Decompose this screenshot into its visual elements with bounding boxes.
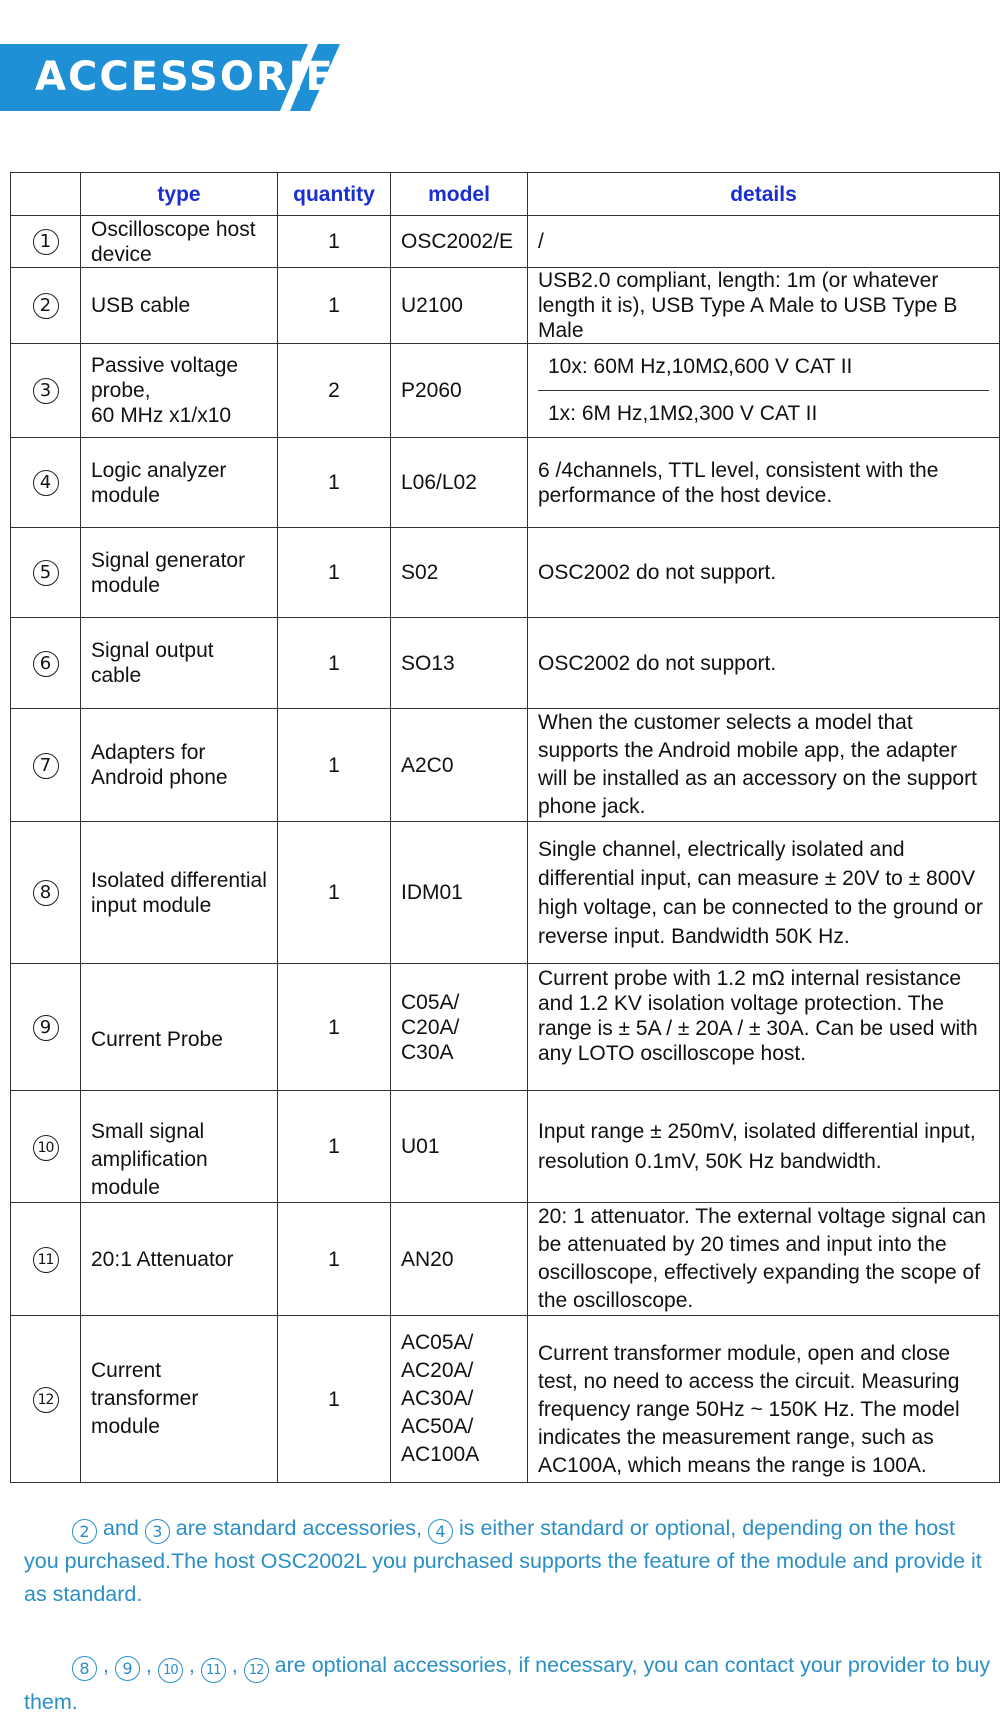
model-line: C05A/ bbox=[401, 990, 460, 1014]
table-row bbox=[11, 1091, 1000, 1203]
circled-number: 1 bbox=[33, 229, 59, 255]
table-row bbox=[11, 216, 1000, 268]
table-row bbox=[11, 618, 1000, 709]
row-number bbox=[11, 344, 81, 438]
details-cell: / bbox=[528, 216, 1000, 268]
quantity-cell: 1 bbox=[278, 216, 391, 268]
circled-number: 10 bbox=[158, 1658, 183, 1683]
quantity-cell: 2 bbox=[278, 344, 391, 438]
header-type: type bbox=[81, 173, 278, 216]
type-line: 60 MHz x1/x10 bbox=[91, 404, 232, 427]
type-line: Passive voltage bbox=[91, 354, 239, 377]
type-cell: USB cable bbox=[81, 268, 278, 344]
circled-number: 2 bbox=[33, 293, 59, 319]
model-cell: U2100 bbox=[391, 268, 528, 344]
quantity-cell: 1 bbox=[278, 438, 391, 528]
row-number bbox=[11, 1091, 81, 1203]
row-number bbox=[11, 1203, 81, 1316]
quantity-cell: 1 bbox=[278, 709, 391, 822]
circled-number: 10 bbox=[33, 1135, 59, 1161]
quantity-cell: 1 bbox=[278, 1091, 391, 1203]
model-line: AC30A/ bbox=[401, 1387, 474, 1410]
model-line: AC05A/ bbox=[401, 1331, 474, 1354]
row-number bbox=[11, 1316, 81, 1483]
model-cell: S02 bbox=[391, 528, 528, 618]
circled-number: 7 bbox=[33, 753, 59, 779]
row-number bbox=[11, 268, 81, 344]
quantity-cell: 1 bbox=[278, 268, 391, 344]
type-line: Small signal bbox=[91, 1119, 205, 1143]
circled-number: 2 bbox=[72, 1519, 97, 1544]
type-line: Current bbox=[91, 1359, 162, 1382]
note-text: are optional accessories, if necessary, you can contact your provider to buy them. bbox=[24, 1653, 991, 1714]
type-cell: Oscilloscope host device bbox=[81, 216, 278, 268]
note-separator: , bbox=[97, 1653, 115, 1677]
circled-number: 6 bbox=[33, 651, 59, 677]
details-1x: 1x: 6M Hz,1MΩ,300 V CAT II bbox=[538, 390, 989, 437]
model-line: C20A/ bbox=[401, 1015, 460, 1039]
header-num bbox=[11, 173, 81, 216]
circled-number: 9 bbox=[33, 1015, 59, 1041]
model-cell: U01 bbox=[391, 1091, 528, 1203]
circled-number: 11 bbox=[201, 1658, 226, 1683]
note-text: is either standard or optional, depending on the host you purchased.The host OSC2002L you purchased supports the feature of the module and provide it as standard. bbox=[24, 1516, 982, 1606]
circled-number: 4 bbox=[33, 470, 59, 496]
details-cell: Current transformer module, open and close test, no need to access the circuit. Measuring frequency range 50Hz ~ 150K Hz. The model indicates the measurement range, such as AC100A, which means the range is 100A. bbox=[528, 1316, 1000, 1483]
model-cell: L06/L02 bbox=[391, 438, 528, 528]
details-cell: OSC2002 do not support. bbox=[528, 528, 1000, 618]
details-cell: Single channel, electrically isolated and differential input, can measure ± 20V to ± 800V high voltage, can be connected to the ground or reverse input. Bandwidth 50K Hz. bbox=[528, 822, 1000, 964]
row-number bbox=[11, 216, 81, 268]
note-separator: , bbox=[182, 1653, 201, 1677]
circled-number: 5 bbox=[33, 560, 59, 586]
type-cell: Signal generator module bbox=[81, 528, 278, 618]
details-cell: 20: 1 attenuator. The external voltage signal can be attenuated by 20 times and input into the oscilloscope, effectively expanding the scope of the oscilloscope. bbox=[528, 1203, 1000, 1316]
header-row bbox=[11, 173, 1000, 216]
circled-number: 3 bbox=[145, 1519, 170, 1544]
table-row bbox=[11, 528, 1000, 618]
details-cell: OSC2002 do not support. bbox=[528, 618, 1000, 709]
details-cell: Current probe with 1.2 mΩ internal resistance and 1.2 KV isolation voltage protection. The range is ± 5A / ± 20A / ± 30A. Can be used with any LOTO oscilloscope host. bbox=[528, 964, 1000, 1091]
type-line: probe, bbox=[91, 379, 151, 402]
quantity-cell: 1 bbox=[278, 964, 391, 1091]
type-cell: Adapters for Android phone bbox=[81, 709, 278, 822]
type-cell bbox=[81, 1091, 278, 1203]
circled-number: 4 bbox=[428, 1519, 453, 1544]
header-quantity: quantity bbox=[278, 173, 391, 216]
model-cell: A2C0 bbox=[391, 709, 528, 822]
type-cell bbox=[81, 344, 278, 438]
table-row bbox=[11, 438, 1000, 528]
type-cell: Isolated differential input module bbox=[81, 822, 278, 964]
row-number bbox=[11, 618, 81, 709]
quantity-cell: 1 bbox=[278, 822, 391, 964]
row-number bbox=[11, 964, 81, 1091]
circled-number: 8 bbox=[33, 880, 59, 906]
details-cell: 6 /4channels, TTL level, consistent with the performance of the host device. bbox=[528, 438, 1000, 528]
note-text: and bbox=[97, 1516, 145, 1540]
row-number bbox=[11, 709, 81, 822]
accessories-table bbox=[10, 172, 1000, 1483]
note-standard-accessories bbox=[24, 1512, 994, 1611]
model-cell bbox=[391, 1316, 528, 1483]
model-cell bbox=[391, 964, 528, 1091]
type-cell: Signal output cable bbox=[81, 618, 278, 709]
quantity-cell: 1 bbox=[278, 618, 391, 709]
note-optional-accessories bbox=[24, 1647, 994, 1721]
details-cell: When the customer selects a model that supports the Android mobile app, the adapter will be installed as an accessory on the support phone jack. bbox=[528, 709, 1000, 822]
model-cell: OSC2002/E bbox=[391, 216, 528, 268]
quantity-cell: 1 bbox=[278, 1316, 391, 1483]
quantity-cell: 1 bbox=[278, 528, 391, 618]
table-row bbox=[11, 344, 1000, 438]
model-line: AC100A bbox=[401, 1443, 480, 1466]
type-line: transformer bbox=[91, 1387, 199, 1410]
table-row bbox=[11, 1203, 1000, 1316]
type-cell: Current Probe bbox=[81, 964, 278, 1091]
model-cell: SO13 bbox=[391, 618, 528, 709]
type-line: module bbox=[91, 1175, 160, 1199]
details-cell: Input range ± 250mV, isolated differential input, resolution 0.1mV, 50K Hz bandwidth. bbox=[528, 1091, 1000, 1203]
details-10x: 10x: 60M Hz,10MΩ,600 V CAT II bbox=[548, 355, 853, 378]
row-number bbox=[11, 438, 81, 528]
circled-number: 11 bbox=[33, 1247, 59, 1273]
quantity-cell: 1 bbox=[278, 1203, 391, 1316]
note-separator: , bbox=[139, 1653, 158, 1677]
type-cell: Logic analyzer module bbox=[81, 438, 278, 528]
circled-number: 8 bbox=[72, 1656, 97, 1681]
header-model: model bbox=[391, 173, 528, 216]
model-line: AC20A/ bbox=[401, 1359, 474, 1382]
details-cell: USB2.0 compliant, length: 1m (or whatever length it is), USB Type A Male to USB Type B Male bbox=[528, 268, 1000, 344]
model-cell: IDM01 bbox=[391, 822, 528, 964]
circled-number: 12 bbox=[33, 1387, 59, 1413]
note-separator: , bbox=[225, 1653, 244, 1677]
table-row bbox=[11, 822, 1000, 964]
model-line: C30A bbox=[401, 1040, 454, 1064]
table-row bbox=[11, 709, 1000, 822]
type-cell: 20:1 Attenuator bbox=[81, 1203, 278, 1316]
table-row bbox=[11, 268, 1000, 344]
model-line: AC50A/ bbox=[401, 1415, 474, 1438]
type-line: amplification bbox=[91, 1147, 208, 1171]
row-number bbox=[11, 528, 81, 618]
header-details: details bbox=[528, 173, 1000, 216]
circled-number: 3 bbox=[33, 378, 59, 404]
model-cell: AN20 bbox=[391, 1203, 528, 1316]
circled-number: 9 bbox=[115, 1656, 140, 1681]
details-cell bbox=[528, 344, 1000, 438]
model-cell: P2060 bbox=[391, 344, 528, 438]
row-number bbox=[11, 822, 81, 964]
table-row bbox=[11, 964, 1000, 1091]
note-text: are standard accessories, bbox=[169, 1516, 428, 1540]
banner-title: ACCESSORIES bbox=[35, 54, 366, 100]
circled-number: 12 bbox=[244, 1658, 269, 1683]
type-cell bbox=[81, 1316, 278, 1483]
type-line: module bbox=[91, 1415, 160, 1438]
table-row bbox=[11, 1316, 1000, 1483]
section-banner bbox=[0, 44, 366, 111]
